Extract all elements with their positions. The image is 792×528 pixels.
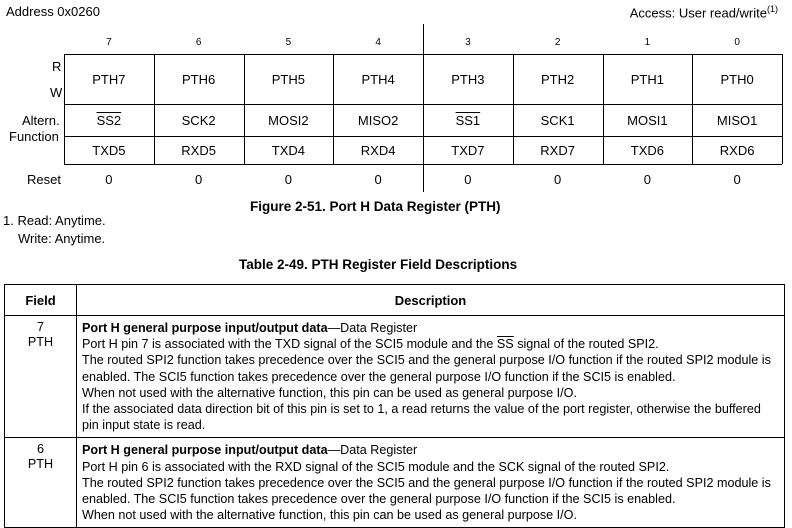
altern-label: Function — [9, 129, 59, 144]
altern-function-cell: TXD5 — [92, 143, 126, 158]
table-row — [5, 438, 785, 528]
description-title-bold: Port H general purpose input/output data — [82, 321, 328, 335]
field-bit-number: 6 — [36, 442, 44, 457]
footnote-write: Write: Anytime. — [18, 231, 106, 246]
figure-caption: Figure 2-51. Port H Data Register (PTH) — [250, 199, 501, 214]
reset-value: 0 — [195, 171, 203, 187]
description-paragraph: The routed SPI2 function takes precedence over the SCI5 and the general purpose I/O function if the routed SPI2 module is enabled. The SCI5 function takes precedence over the general purpose I/O function if the SCI5 is enabled. — [82, 475, 771, 507]
register-access-text: Access: User read/write — [629, 5, 767, 21]
description-paragraph: The routed SPI2 function takes precedence over the SCI5 and the general purpose I/O function if the routed SPI2 module is enabled. The SCI5 function takes precedence over the general purpose I/O function if the SCI5 is enabled. — [82, 353, 771, 384]
bit-number: 1 — [644, 37, 651, 48]
reset-value: 0 — [554, 171, 562, 187]
altern-function-cell: RXD6 — [719, 143, 755, 158]
altern-function-cell: MOSI2 — [268, 113, 309, 128]
register-bit-cell: PTH0 — [720, 72, 754, 87]
field-cell — [5, 316, 77, 438]
field-bit-number: 7 — [36, 320, 44, 334]
register-bit-cell: PTH3 — [451, 72, 485, 87]
bit-number: 6 — [195, 37, 202, 48]
altern-function-cell: MISO1 — [716, 113, 758, 128]
row-label-write: W — [50, 85, 63, 100]
description-cell — [77, 316, 785, 438]
description-title — [82, 442, 779, 458]
ss-signal: $\overline{SS}$ — [496, 337, 514, 352]
field-name: PTH — [27, 457, 54, 472]
altern-function-cell: SCK1 — [540, 113, 575, 128]
reset-value: 0 — [643, 171, 651, 187]
description-cell — [77, 438, 785, 528]
register-bit-cell: PTH5 — [271, 72, 305, 87]
description-title — [82, 320, 779, 336]
field-cell — [5, 438, 77, 528]
register-address: Address 0x0260 — [6, 4, 100, 19]
field-name: PTH — [27, 335, 54, 349]
bit-number: 7 — [106, 37, 112, 48]
description-paragraph: When not used with the alternative function, this pin can be used as general purpose I/O. — [82, 508, 577, 523]
altern-function-cell: RXD7 — [540, 143, 575, 158]
access-footnote-ref: (1) — [767, 4, 778, 14]
altern-function-cell: RXD4 — [360, 143, 396, 158]
altern-function-cell: MOSI1 — [627, 113, 668, 128]
altern-label: Altern. — [22, 113, 60, 128]
reset-value: 0 — [464, 171, 472, 187]
altern-function-cell: MISO2 — [357, 113, 399, 128]
register-bit-cell: PTH7 — [92, 72, 126, 87]
table-caption: Table 2-49. PTH Register Field Descriptions — [239, 257, 518, 272]
header-field: Field — [5, 285, 77, 316]
altern-function-cell: TXD7 — [451, 143, 485, 158]
bit-number: 0 — [734, 37, 740, 48]
reset-value: 0 — [284, 171, 292, 187]
description-text: Port H pin 7 is associated with the TXD signal of the SCI5 module and the — [82, 337, 497, 352]
altern-function-cell: TXD4 — [271, 143, 305, 158]
table-row — [5, 316, 785, 438]
register-access — [630, 4, 778, 20]
header-description: Description — [77, 285, 785, 316]
bit-number: 2 — [554, 37, 561, 48]
altern-function-cell: RXD5 — [181, 143, 216, 158]
description-title-suffix: —Data Register — [327, 321, 418, 335]
altern-function-cell: TXD6 — [630, 143, 664, 158]
field-description-table — [4, 284, 785, 528]
reset-value: 0 — [733, 171, 741, 187]
reset-value: 0 — [105, 171, 113, 187]
altern-function-cell: SS1 — [455, 113, 481, 128]
bit-number: 3 — [465, 37, 471, 48]
description-title-bold: Port H general purpose input/output data — [82, 443, 328, 458]
register-bit-cell: PTH4 — [361, 72, 395, 87]
altern-function-cell: SCK2 — [181, 113, 216, 128]
description-line — [82, 336, 779, 352]
reset-label: Reset — [27, 172, 61, 187]
description-title-suffix: —Data Register — [327, 443, 418, 458]
bit-number: 4 — [375, 37, 381, 48]
description-paragraph: If the associated data direction bit of this pin is set to 1, a read returns the value of the port register, otherwise the buffered pin input state is read. — [82, 402, 761, 433]
description-paragraph: When not used with the alternative function, this pin can be used as general purpose I/O. — [82, 385, 577, 400]
altern-function-cell: SS2 — [96, 113, 122, 128]
register-bit-cell: PTH6 — [182, 72, 216, 87]
register-bit-cell: PTH2 — [541, 72, 575, 87]
register-cell-divider — [782, 54, 783, 164]
description-text: signal of the routed SPI2. — [513, 337, 659, 352]
reset-value: 0 — [374, 171, 382, 187]
register-bit-cell: PTH1 — [630, 72, 664, 87]
table-header-row — [5, 285, 785, 316]
row-label-read: R — [52, 59, 62, 74]
bit-number: 5 — [285, 37, 292, 48]
description-line: Port H pin 6 is associated with the RXD signal of the SCI5 module and the SCK signal of the routed SPI2. — [82, 459, 670, 474]
footnote-read: 1. Read: Anytime. — [3, 213, 106, 228]
